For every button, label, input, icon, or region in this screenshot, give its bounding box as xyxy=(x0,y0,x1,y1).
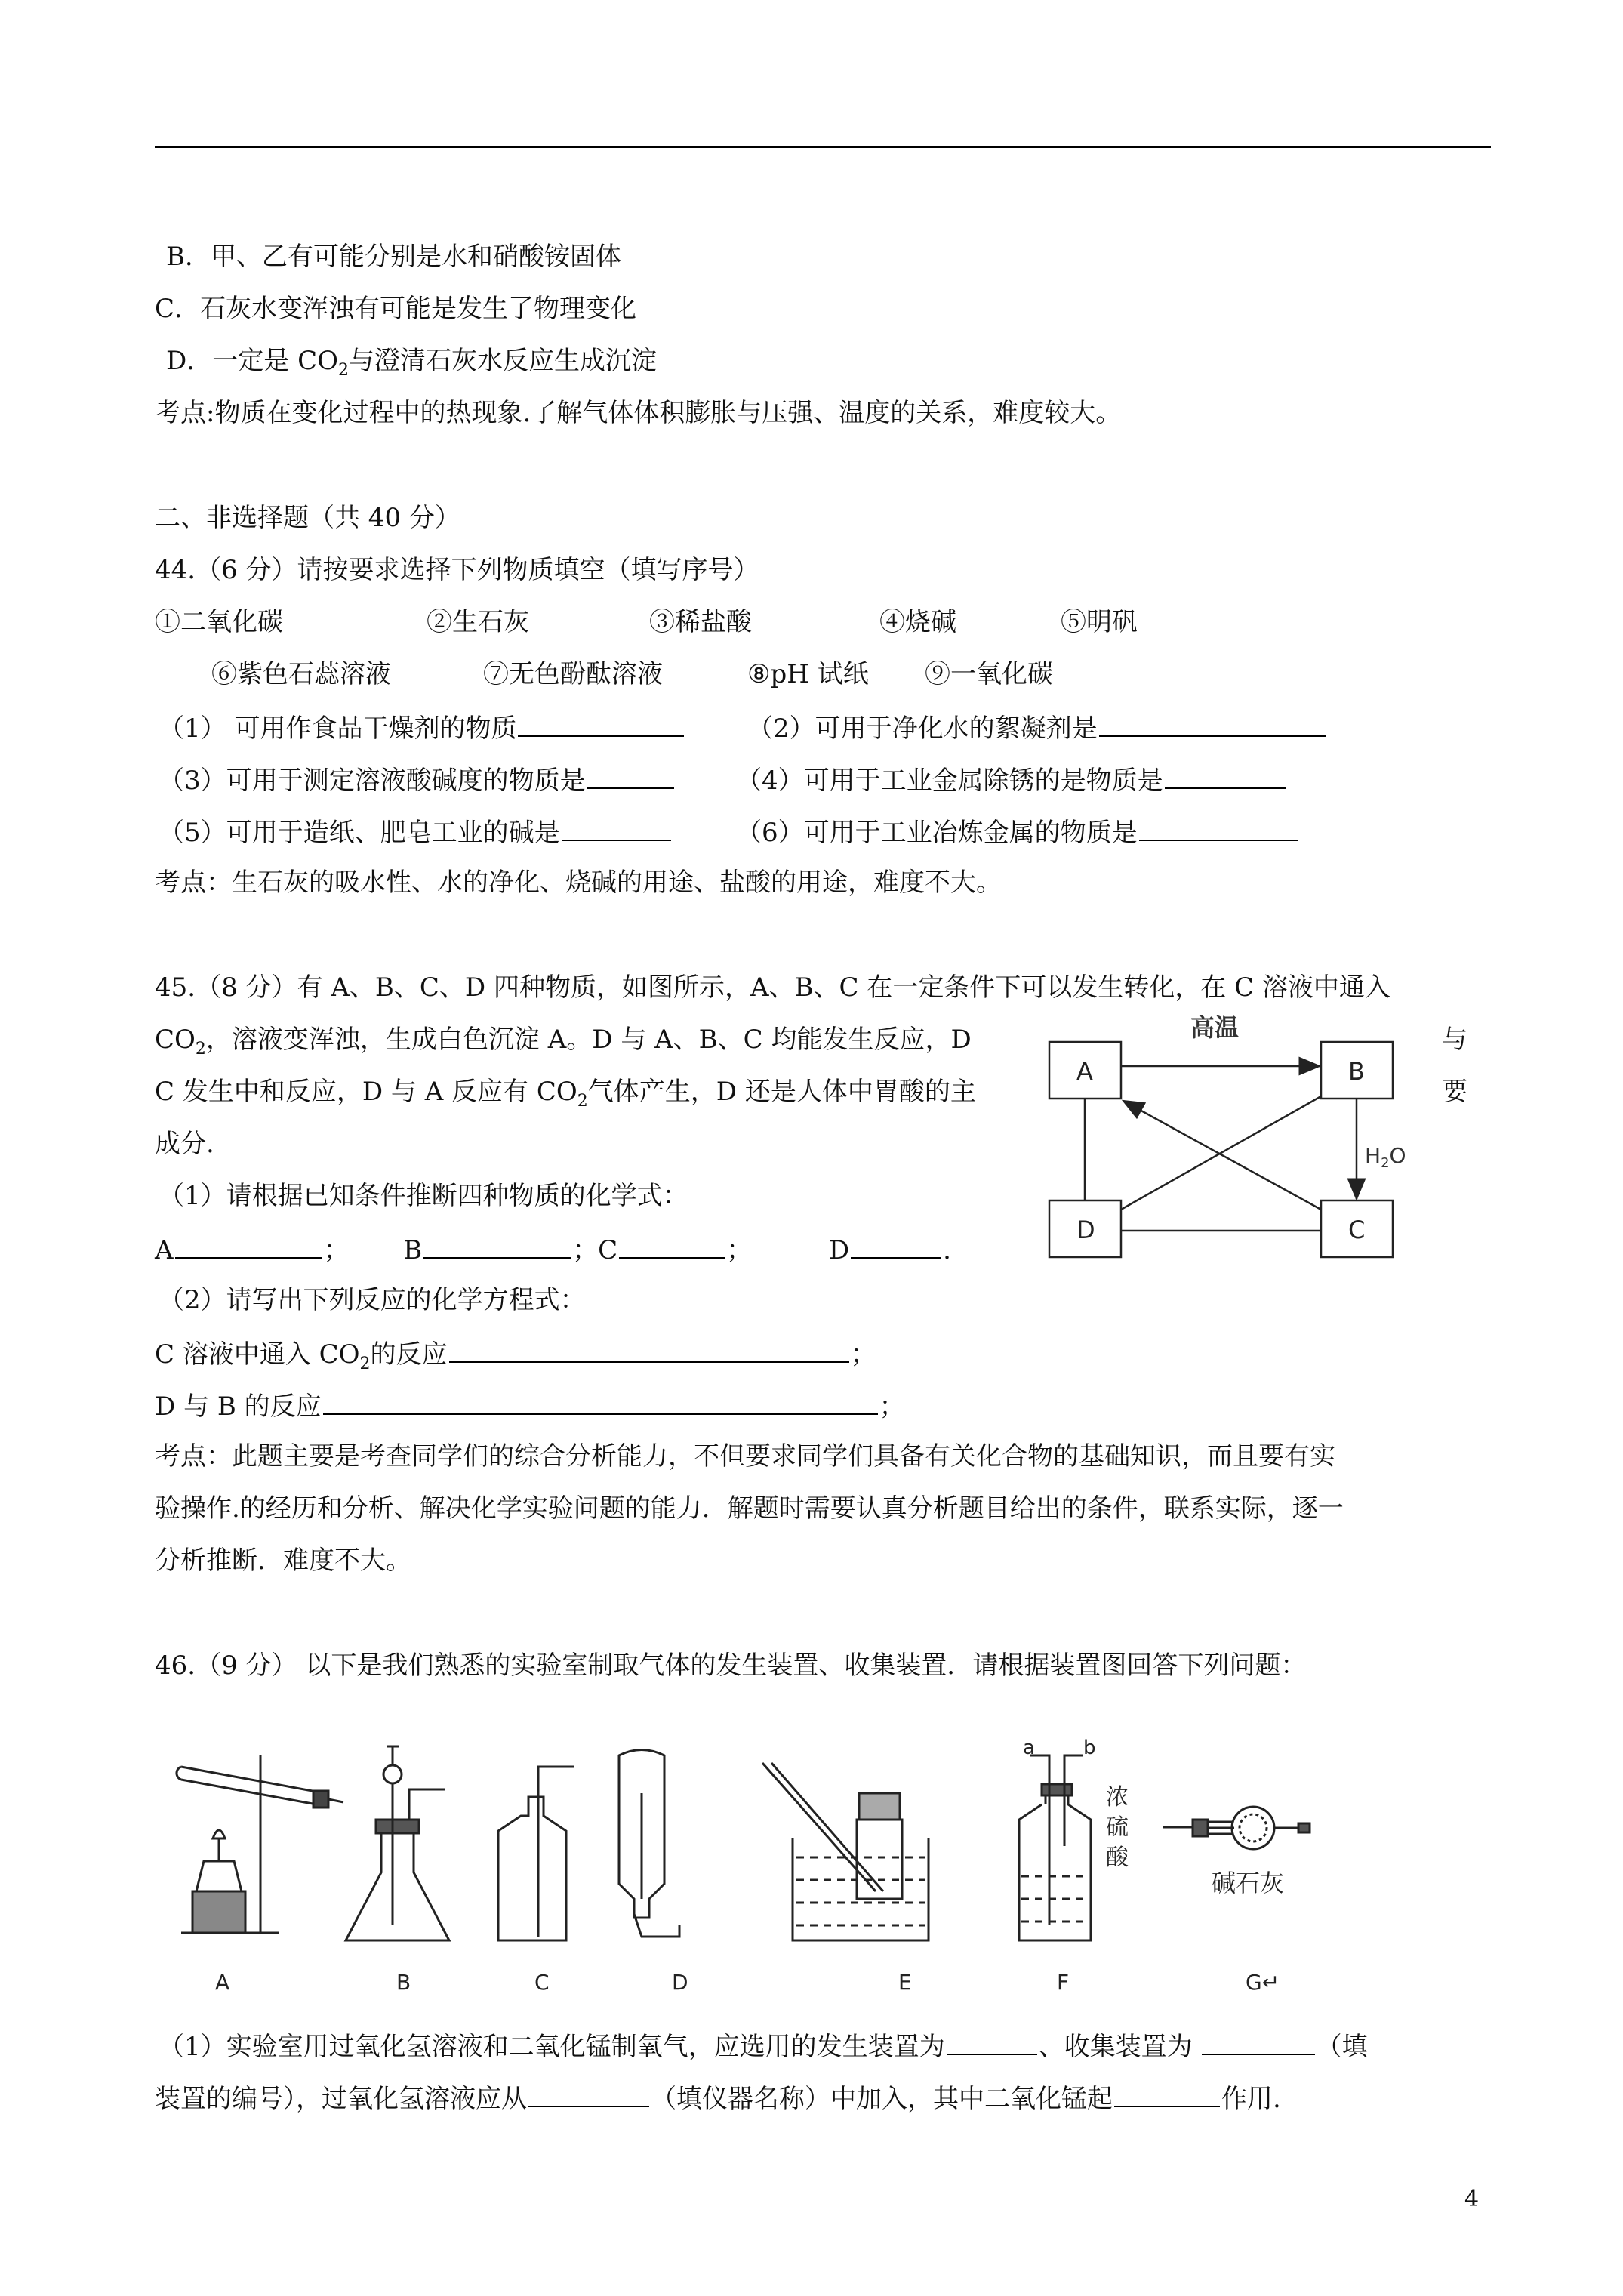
prev-exam-point: 考点:物质在变化过程中的热现象.了解气体体积膨胀与压强、温度的关系，难度较大。 xyxy=(155,398,1122,428)
q45-transformation-diagram xyxy=(1042,1012,1419,1268)
answer-blank[interactable] xyxy=(1165,762,1286,789)
apparatus-d xyxy=(619,1750,679,1937)
edge-label-water: $H_2O$ xyxy=(1365,1143,1406,1171)
q45-stem-line2: $CO_2$，溶液变浑浊，生成白色沉淀 A。D 与 A、B、C 均能发生反应，D xyxy=(155,1025,972,1059)
option-7: ⑦无色酚酞溶液 xyxy=(483,659,663,689)
port-a-label: a xyxy=(1023,1737,1035,1759)
apparatus-a xyxy=(177,1755,343,1933)
option-5: ⑤明矾 xyxy=(1061,607,1138,637)
q46-sub1-line1: （1）实验室用过氧化氢溶液和二氧化锰制氧气，应选用的发生装置为 、收集装置为 （填 xyxy=(159,2028,1368,2063)
label-d: D xyxy=(672,1970,688,1995)
answer-blank-eq1[interactable] xyxy=(449,1336,849,1363)
answer-blank-a[interactable] xyxy=(175,1231,322,1259)
q46-apparatus-figure xyxy=(166,1733,1464,1997)
apparatus-c xyxy=(498,1767,574,1940)
option-9: ⑨一氧化碳 xyxy=(925,659,1053,689)
apparatus-b xyxy=(346,1746,449,1940)
q44-blank-2: （2）可用于净化水的絮凝剂是 xyxy=(747,710,1327,745)
q44-blank-6: （6）可用于工业冶炼金属的物质是 xyxy=(736,814,1299,849)
answer-blank[interactable] xyxy=(1139,814,1298,841)
q45-eq1: C 溶液中通入 $CO_2$的反应 ； xyxy=(155,1336,876,1381)
option-6: ⑥紫色石蕊溶液 xyxy=(211,659,391,689)
option-8: ⑧pH 试纸 xyxy=(747,659,869,689)
node-c-label: C xyxy=(1348,1216,1366,1244)
q45-stem-line1: 45.（8 分）有 A、B、C、D 四种物质，如图所示，A、B、C 在一定条件下可以发生转化，在 C 溶液中通入 xyxy=(155,972,1390,1003)
apparatus-e xyxy=(762,1763,929,1940)
q45-point-l3: 分析推断．难度不大。 xyxy=(155,1546,411,1576)
q45-point-l2: 验操作.的经历和分析、解决化学实验问题的能力．解题时需要认真分析题目给出的条件，联系实际，逐一 xyxy=(155,1493,1344,1524)
option-b: B．甲、乙有可能分别是水和硝酸铵固体 xyxy=(166,242,621,272)
answer-blank[interactable] xyxy=(518,710,684,737)
q46-sub1-line2: 装置的编号），过氧化氢溶液应从 （填仪器名称）中加入，其中二氧化锰起 作用. xyxy=(155,2080,1281,2116)
reagent-soda-lime: 碱石灰 xyxy=(1212,1869,1285,1897)
port-b-label: b xyxy=(1083,1737,1096,1759)
q46-stem: 46.（9 分） 以下是我们熟悉的实验室制取气体的发生装置、收集装置．请根据装置图回答下列问题： xyxy=(155,1650,1307,1681)
label-a: A xyxy=(215,1970,230,1995)
answer-blank-c[interactable] xyxy=(619,1231,725,1259)
node-d-label: D xyxy=(1076,1216,1095,1244)
q44-blank-3: （3）可用于测定溶液酸碱度的物质是 xyxy=(159,762,676,797)
q45-stem-line4: 成分. xyxy=(155,1129,214,1159)
option-c: C．石灰水变浑浊有可能是发生了物理变化 xyxy=(155,294,637,324)
answer-blank-b[interactable] xyxy=(423,1231,571,1259)
answer-blank[interactable] xyxy=(1099,710,1326,737)
apparatus-f xyxy=(1019,1755,1091,1940)
header-rule xyxy=(155,146,1491,148)
arrow-c-to-a xyxy=(1123,1101,1321,1210)
label-f: F xyxy=(1057,1970,1070,1995)
q44-stem: 44.（6 分）请按要求选择下列物质填空（填写序号） xyxy=(155,555,759,585)
q45-line3-end: 要 xyxy=(1442,1077,1467,1107)
option-1: ①二氧化碳 xyxy=(155,607,283,637)
q44-blank-1: （1） 可用作食品干燥剂的物质 xyxy=(159,710,685,745)
apparatus-g xyxy=(1163,1807,1310,1849)
label-b: B xyxy=(396,1970,411,1995)
answer-blank-collector[interactable] xyxy=(1202,2028,1315,2055)
label-e: E xyxy=(898,1970,912,1995)
option-d: D．一定是 $CO_2$与澄清石灰水反应生成沉淀 xyxy=(166,346,657,380)
q45-sub2: （2）请写出下列反应的化学方程式： xyxy=(159,1285,586,1315)
answer-blank-eq2[interactable] xyxy=(323,1388,878,1415)
answer-blank[interactable] xyxy=(562,814,671,841)
q45-point-l1: 考点：此题主要是考查同学们的综合分析能力，不但要求同学们具备有关化合物的基础知识，而且要有实 xyxy=(155,1441,1335,1472)
node-a-label: A xyxy=(1076,1057,1093,1086)
page-number: 4 xyxy=(1464,2186,1480,2212)
option-4: ④烧碱 xyxy=(879,607,956,637)
option-3: ③稀盐酸 xyxy=(649,607,752,637)
q44-exam-point: 考点：生石灰的吸水性、水的净化、烧碱的用途、盐酸的用途，难度不大。 xyxy=(155,868,1002,898)
q45-eq2: D 与 B 的反应 ； xyxy=(155,1388,905,1423)
q44-blank-5: （5）可用于造纸、肥皂工业的碱是 xyxy=(159,814,673,849)
q45-line2-end: 与 xyxy=(1442,1025,1467,1055)
option-2: ②生石灰 xyxy=(427,607,529,637)
q44-blank-4: （4）可用于工业金属除锈的是物质是 xyxy=(736,762,1287,797)
q45-sub1: （1）请根据已知条件推断四种物质的化学式： xyxy=(159,1181,688,1211)
answer-blank[interactable] xyxy=(587,762,674,789)
node-b-label: B xyxy=(1348,1057,1365,1086)
reagent-conc-sulfuric: 浓硫酸 xyxy=(1106,1784,1129,1871)
q45-formula-row: A ； B ；C ； D . xyxy=(155,1231,951,1267)
q45-stem-line3: C 发生中和反应，D 与 A 反应有 $CO_2$气体产生，D 还是人体中胃酸的主 xyxy=(155,1077,976,1111)
edge-label-high-temp: 高温 xyxy=(1190,1013,1240,1042)
answer-blank-generator[interactable] xyxy=(947,2028,1037,2055)
section-title: 二、非选择题（共 40 分） xyxy=(155,503,460,533)
answer-blank-instrument[interactable] xyxy=(528,2080,649,2107)
answer-blank-d[interactable] xyxy=(851,1231,941,1259)
answer-blank-role[interactable] xyxy=(1114,2080,1220,2107)
label-g: G↵ xyxy=(1246,1970,1280,1995)
label-c: C xyxy=(534,1970,550,1995)
